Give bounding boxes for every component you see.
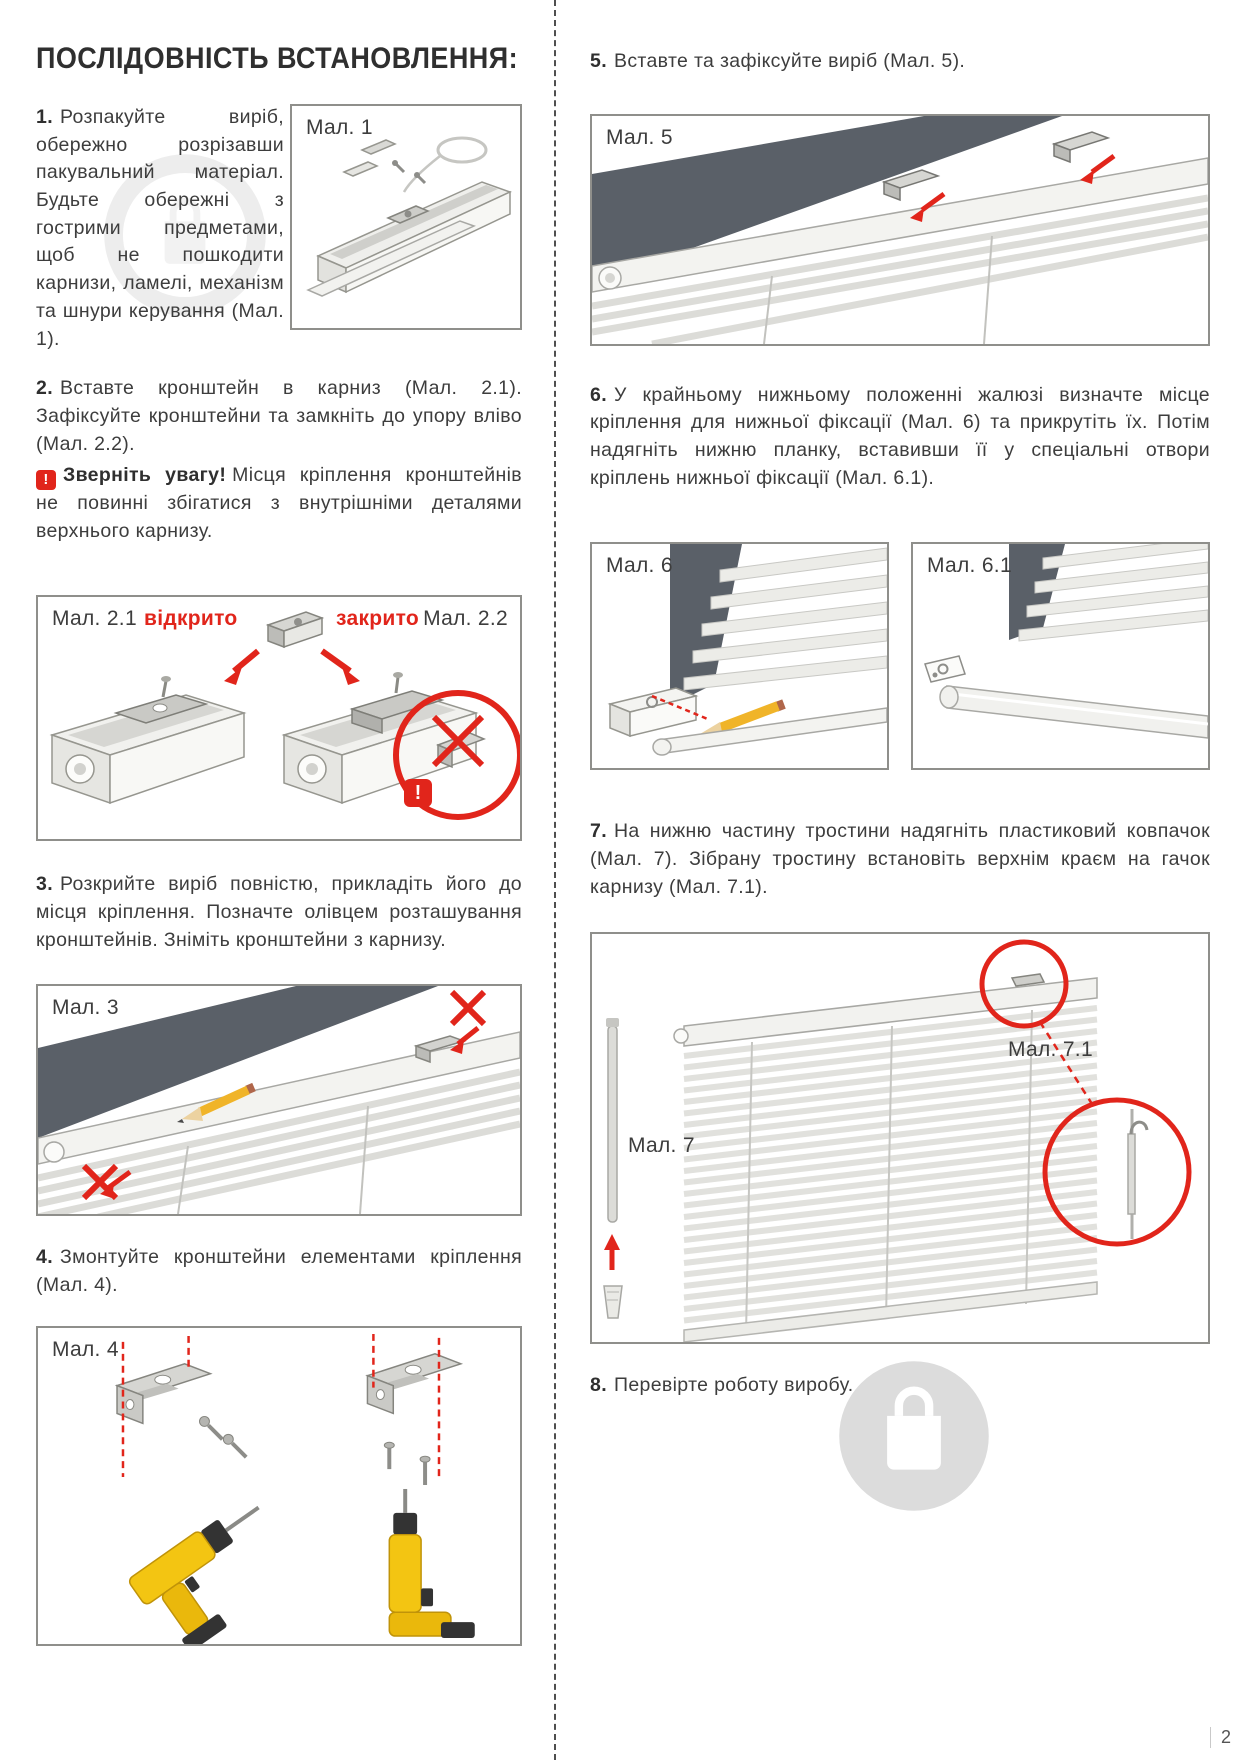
figure-2-warning-badge: ! [404,779,432,807]
right-column [590,48,1210,1399]
step-1-text [36,104,284,353]
warning-title: Зверніть увагу! [63,464,227,487]
figure-2-open-label: відкрито [144,607,238,631]
figure-7 [590,932,1210,1344]
column-divider [554,0,556,1760]
step-3-body: Розкрийте виріб повністю, прикладіть його до місця кріплення. Позначте олівцем розташування кронштейнів. Зніміть кронштейни з карнизу. [36,873,522,951]
step-6-number: 6. [590,383,607,406]
step-5-body: Вставте та зафіксуйте виріб (Мал. 5). [613,50,966,72]
figure-3-drawing-marking [38,986,520,1214]
figure-2-1-label: Мал. 2.1 [52,607,137,631]
figure-6 [590,542,889,770]
step-7-body: На нижню частину тростини надягніть пластиковий ковпачок (Мал. 7). Зібрану тростину встановіть верхнім краєм на гачок карнизу (Мал. 7.1). [590,820,1210,898]
figure-3 [36,984,522,1216]
step-5-number: 5. [590,50,607,72]
step-6-text [590,382,1210,493]
figure-4-drawing-drills [38,1328,520,1644]
warning-body: Місця кріплення кронштейнів не повинні збігатися з внутрішніми деталями верхнього карнизу. [36,464,522,542]
figure-4-label: Мал. 4 [52,1337,119,1361]
step-4-number: 4. [36,1246,53,1269]
step-7-number: 7. [590,820,607,843]
figure-7-1-label: Мал. 7.1 [1008,1037,1093,1061]
step-5-text [590,48,1210,76]
step-1-row [36,104,522,353]
step-2-text [36,375,522,458]
figure-6-row [590,542,1210,770]
step-8-number: 8. [590,1373,607,1396]
step-3-number: 3. [36,873,53,896]
step-8-body: Перевірте роботу виробу. [613,1373,854,1396]
figure-3-label: Мал. 3 [52,996,119,1020]
figure-5 [590,114,1210,346]
step-4-text [36,1244,522,1299]
figure-2-drawing-brackets [38,597,520,839]
figure-5-label: Мал. 5 [606,125,673,149]
left-column [36,42,522,1646]
step-2-body: Вставте кронштейн в карниз (Мал. 2.1). Зафіксуйте кронштейни та замкніть до упору вліво (Мал. 2.2). [36,377,522,455]
step-4-body: Змонтуйте кронштейни елементами кріплення (Мал. 4). [36,1246,522,1297]
step-2-number: 2. [36,377,53,400]
figure-2 [36,595,522,841]
figure-2-closed-label: закрито [336,607,420,631]
figure-6-label: Мал. 6 [606,554,673,578]
figure-5-drawing-mounting [592,116,1208,344]
page-title: ПОСЛІДОВНІСТЬ ВСТАНОВЛЕННЯ: [36,42,519,75]
warning-icon: ! [36,470,56,490]
step-3-text [36,871,522,954]
figure-2-2-label: Мал. 2.2 [423,607,508,631]
figure-6-1 [911,542,1210,770]
figure-4 [36,1326,522,1646]
step-7-text [590,818,1210,901]
step-6-body: У крайньому нижньому положенні жалюзі визначте місце кріплення для нижньої фіксації (Мал. 6) та прикрутіть їх. Потім надягніть нижню планку, вставивши її у спеціальні отвори кріплень нижньої фіксації (Мал. 6.1). [590,383,1210,489]
figure-1-label: Мал. 1 [306,116,373,139]
figure-7-label: Мал. 7 [628,1133,695,1157]
step-2-warning [36,462,522,545]
page-number: 2 [1210,1727,1231,1748]
step-1-body: Розпакуйте виріб, обережно розрізавши пакувальний матеріал. Будьте обережні з гострими предметами, щоб не пошкодити карнизи, ламелі, механізм та шнури керування (Мал. 1). [36,106,284,350]
figure-6-1-label: Мал. 6.1 [927,554,1012,578]
step-1-number: 1. [36,106,53,128]
step-8-text [590,1372,1210,1400]
figure-1 [290,104,522,330]
